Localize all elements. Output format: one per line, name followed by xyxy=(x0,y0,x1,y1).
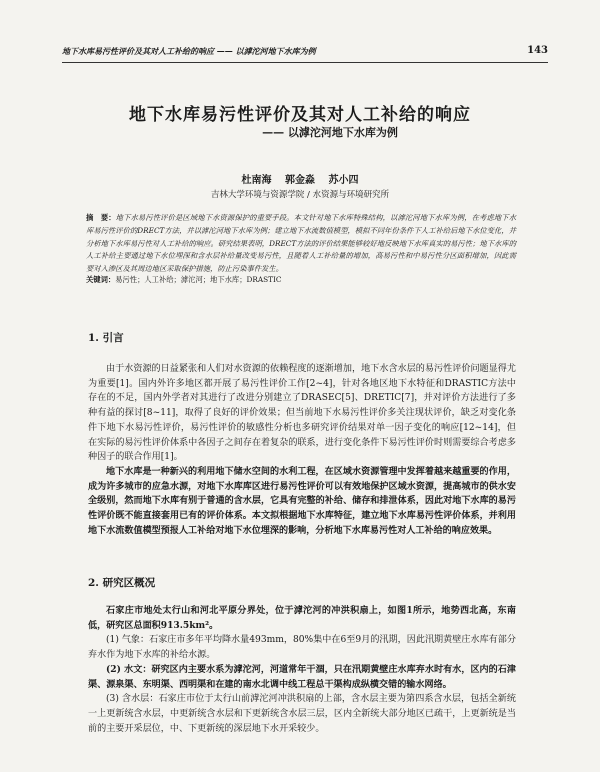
abstract-text: 地下水易污性评价是区域地下水资源保护的重要手段。本文针对地下水库特殊结构，以滹沱河地下水库为例，在考虑地下水库易污性评价的DRECT方法，并以滹沱河地下水库为例；建立地下水流数值模型，模拟不同年份条件下人工补给后地下水位变化，并分析地下水库易污性对人工补给的响应。研究结果表明，DRECT方法的评价结果能够较好地反映地下水库真实的易污性；地下水库的人工补给主要通过地下水位埋深和含水层补给量改变易污性，且随着人工补给量的增加，高易污性和中易污性分区面积增加，因此需要对入渗区及其周边地区采取保护措施，防止污染事件发生。 xyxy=(86,213,517,274)
running-header xyxy=(62,44,548,58)
header-rule xyxy=(62,62,548,63)
paragraph: 石家庄市地处太行山和河北平原分界处，位于滹沱河的冲洪积扇上，如图1所示，地势西北高，东南低，研究区总面积913.5km²。 xyxy=(88,605,516,631)
paragraph: (1) 气象：石家庄市多年平均降水量493mm，80%集中在6至9月的汛期，因此汛期黄壁庄水库有部分弃水作为地下水库的补给水源。 xyxy=(88,635,516,661)
abstract xyxy=(86,212,516,276)
paragraph: (3) 含水层：石家庄市位于太行山前滹沱河冲洪积扇的上部，含水层主要为第四系含水层，包括全新统一上更新统含水层，中更新统含水层和下更新统含水层三层，区内全新统大部分地区已疏干，上更新统是当前的主要开采层位，中、下更新统的深层地下水开采较少。 xyxy=(88,694,516,734)
section-heading-intro: 1. 引言 xyxy=(88,332,124,344)
paper-title: 地下水库易污性评价及其对人工补给的响应 xyxy=(129,105,471,125)
author-list: 杜南海 郭金淼 苏小四 xyxy=(241,175,359,186)
section-body-intro xyxy=(88,362,516,538)
keywords-label: 关键词： xyxy=(86,275,116,284)
affiliation: 吉林大学环境与资源学院 / 水资源与环境研究所 xyxy=(210,190,390,200)
keywords xyxy=(86,274,516,286)
paragraph: 由于水资源的日益紧张和人们对水资源的依赖程度的逐渐增加，地下水含水层的易污性评价问题显得尤为重要[1]。国内外许多地区都开展了易污性评价工作[2~4]，针对各地区地下水特征和DRASTIC方法中存在的不足，国内外学者对其进行了改进分别建立了DRASEC[5]、DRETIC[7]，并对评价方法进行了多种有益的探讨[8~11]，取得了良好的评价效果；但当前地下水易污性评价多关注现状评价，缺乏对变化条件下地下水易污性评价，易污性评价的敏感性分析也多研究评价结果对单一因子变化的响应[12~14]，但在实际的易污性评价体系中各因子之间存在着复杂的联系，进行变化条件下易污性评价时则需要综合考虑多种因子的联合作用[1]。 xyxy=(88,364,516,463)
section-body-study-area xyxy=(88,604,516,736)
paper-subtitle: —— 以滹沱河地下水库为例 xyxy=(262,126,398,139)
running-header-text: 地下水库易污性评价及其对人工补给的响应 —— 以滹沱河地下水库为例 xyxy=(62,46,316,56)
page-number: 143 xyxy=(527,45,548,56)
paragraph: 地下水库是一种新兴的利用地下储水空间的水利工程，在区域水资源管理中发挥着越来越重要的作用，成为许多城市的应急水源，对地下水库库区进行易污性评价可以有效地保护区域水资源，提高城市的供水安全级别，然而地下水库有别于普通的含水层，它具有完整的补给、储存和排泄体系，因此对地下水库的易污性评价既不能直接套用已有的评价体系。本文拟根据地下水库特征，建立地下水库易污性评价体系，并利用地下水流数值模型预报人工补给对地下水位埋深的影响，分析地下水库易污性对人工补给的响应效果。 xyxy=(88,465,516,536)
paragraph: (2) 水文：研究区内主要水系为滹沱河，河道常年干涸，只在汛期黄壁庄水库弃水时有水，区内的石津渠、源泉渠、东明渠、西明渠和在建的南水北调中线工程总干渠构成纵横交错的输水网络。 xyxy=(88,663,516,690)
section-heading-study-area: 2. 研究区概况 xyxy=(88,577,156,589)
keywords-text: 易污性；人工补给；滹沱河；地下水库；DRASTIC xyxy=(115,275,282,284)
abstract-label: 摘 要： xyxy=(86,213,116,222)
